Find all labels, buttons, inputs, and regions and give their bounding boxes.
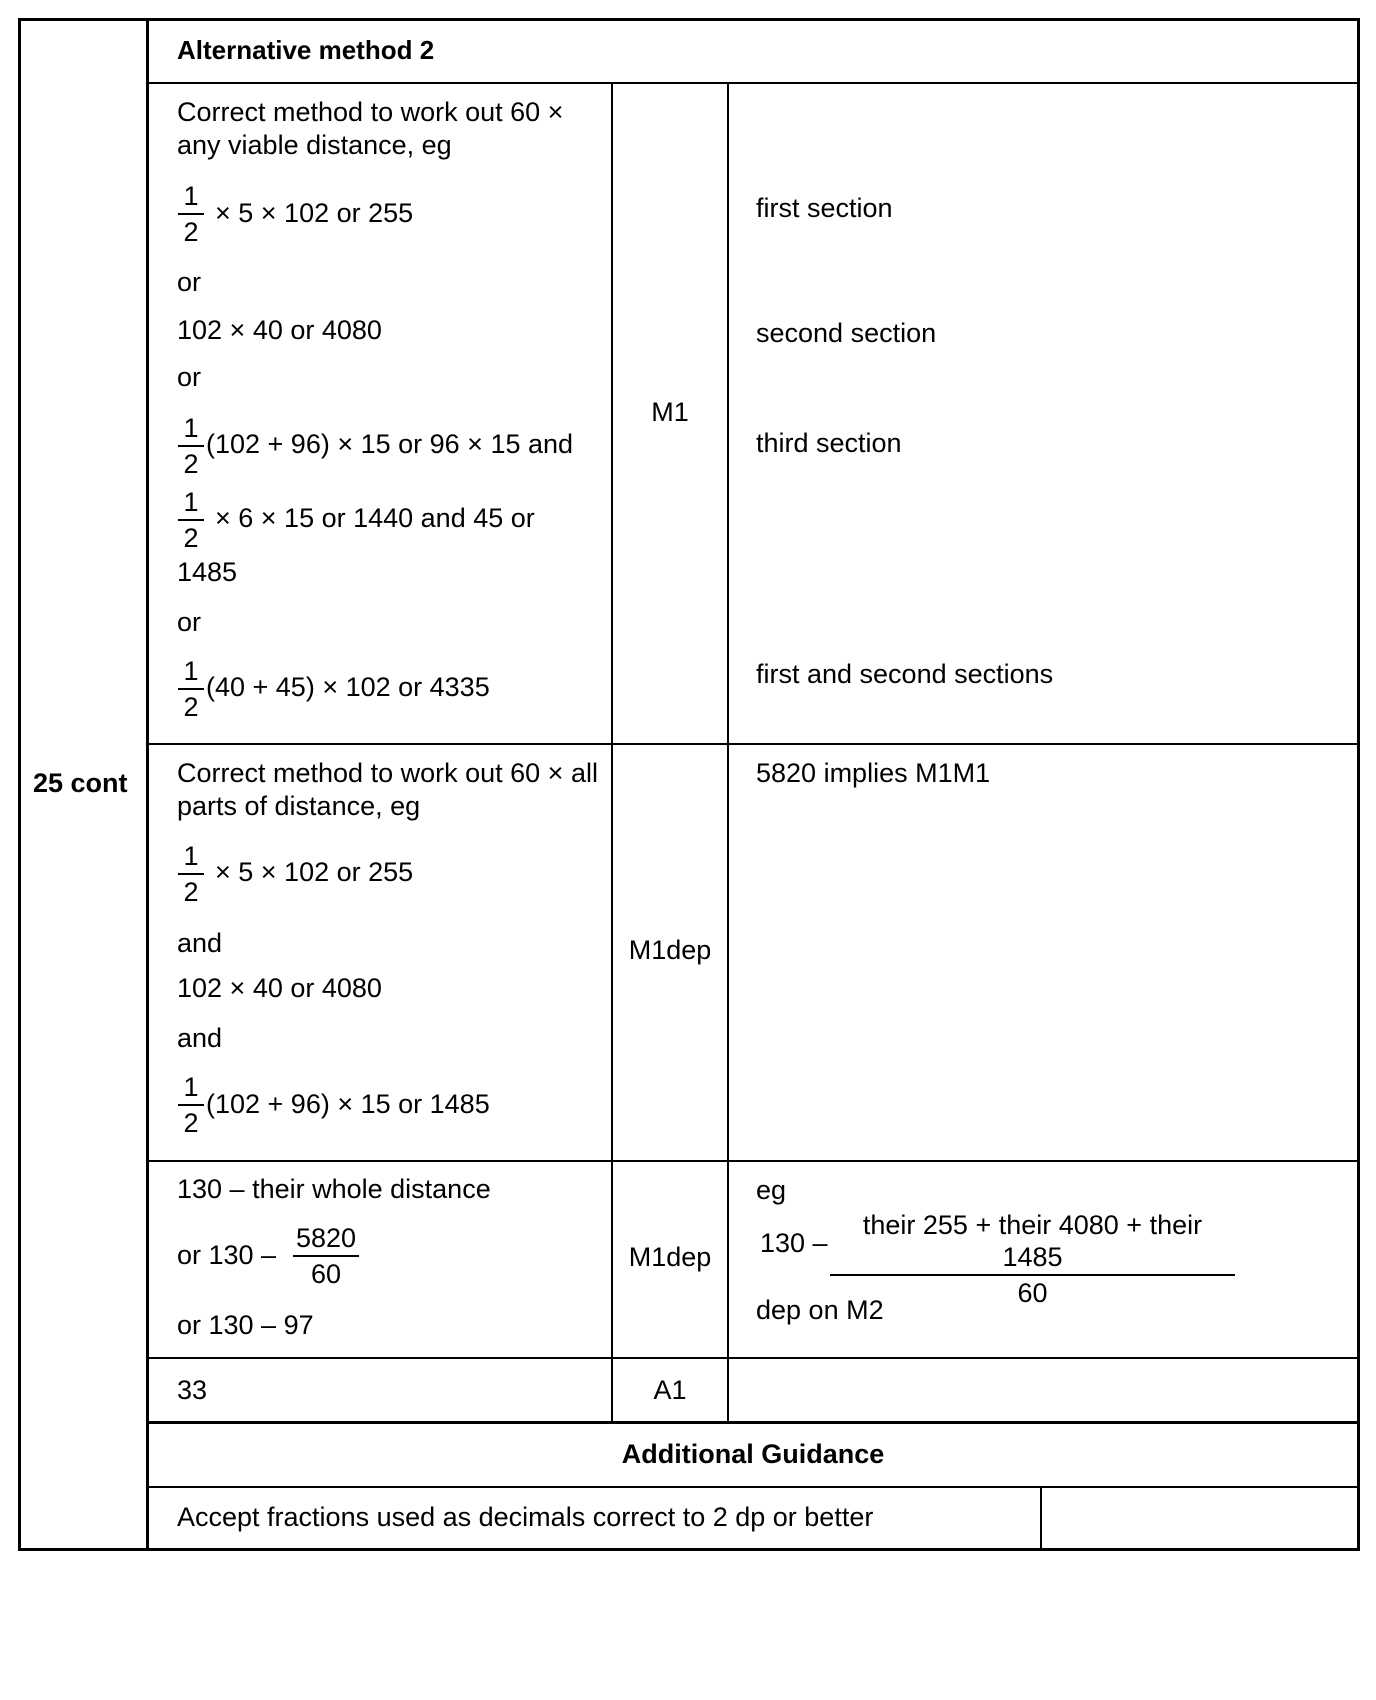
method-header: Alternative method 2	[177, 35, 435, 65]
row3-divider	[146, 1357, 1360, 1359]
row1-or-3: or	[177, 607, 202, 637]
row4-divider	[146, 1421, 1360, 1424]
row4-answer: 33	[177, 1375, 208, 1405]
row1-intro-line1: Correct method to work out 60 ×	[177, 97, 564, 127]
row3-eg: eg	[756, 1175, 787, 1205]
row1-comment-2: second section	[756, 318, 937, 348]
row1-expression-6: (40 + 45) × 102 or 4335	[206, 672, 490, 702]
row1-fraction-1: 1 2	[178, 180, 204, 248]
row1-expression-4: × 6 × 15 or 1440 and 45 or	[215, 503, 535, 533]
row2-fraction-1: 1 2	[178, 840, 204, 908]
table-border-bottom	[18, 1548, 1360, 1551]
mark-column-right	[727, 82, 729, 1423]
row2-intro-line2: parts of distance, eg	[177, 791, 421, 821]
row1-expression-2: 102 × 40 or 4080	[177, 315, 382, 345]
row3-line-3: or 130 – 97	[177, 1310, 314, 1340]
row1-or-2: or	[177, 362, 202, 392]
row2-and-2: and	[177, 1023, 223, 1053]
guidance-title: Additional Guidance	[621, 1439, 885, 1469]
table-border-right	[1357, 18, 1360, 1551]
row1-intro-line2: any viable distance, eg	[177, 130, 452, 160]
row3-big-fraction: their 255 + their 4080 + their 1485 60	[830, 1209, 1235, 1309]
row1-fraction-6: 1 2	[178, 655, 204, 723]
table-border-left	[18, 18, 21, 1551]
row1-divider	[146, 743, 1360, 745]
row2-expression-3: (102 + 96) × 15 or 1485	[206, 1089, 490, 1119]
row3-mark: M1dep	[628, 1242, 712, 1272]
row2-intro-line1: Correct method to work out 60 × all	[177, 758, 598, 788]
row1-expression-5: 1485	[177, 557, 238, 587]
header-divider	[146, 82, 1360, 84]
row1-fraction-3: 1 2	[178, 412, 204, 480]
mark-column-left	[611, 82, 613, 1423]
row2-fraction-3: 1 2	[178, 1071, 204, 1139]
row3-line-1: 130 – their whole distance	[177, 1174, 491, 1204]
row4-mark: A1	[653, 1375, 687, 1405]
row1-fraction-4: 1 2	[178, 486, 204, 554]
row2-mark: M1dep	[628, 935, 712, 965]
row2-comment: 5820 implies M1M1	[756, 758, 991, 788]
row2-divider	[146, 1160, 1360, 1162]
guidance-text: Accept fractions used as decimals correct to 2 dp or better	[177, 1502, 874, 1532]
row1-comment-3: third section	[756, 428, 902, 458]
row1-or-1: or	[177, 267, 202, 297]
guidance-divider	[146, 1486, 1360, 1488]
row3-dep: dep on M2	[756, 1295, 884, 1325]
question-column-divider	[146, 18, 149, 1551]
row1-comment-4: first and second sections	[756, 659, 1054, 689]
row3-fraction: 5820 60	[293, 1222, 359, 1290]
row3-big-prefix: 130 –	[760, 1228, 828, 1258]
row2-expression-1: × 5 × 102 or 255	[215, 857, 414, 887]
row1-comment-1: first section	[756, 193, 893, 223]
row1-expression-3: (102 + 96) × 15 or 96 × 15 and	[206, 429, 574, 459]
row2-expression-2: 102 × 40 or 4080	[177, 973, 382, 1003]
guidance-text-divider	[1040, 1486, 1042, 1550]
table-border-top	[18, 18, 1360, 21]
row3-or-prefix: or 130 –	[177, 1240, 277, 1270]
row1-expression-1: × 5 × 102 or 255	[215, 198, 414, 228]
row1-mark: M1	[651, 397, 689, 427]
question-number: 25 cont	[33, 768, 128, 798]
row2-and-1: and	[177, 928, 223, 958]
